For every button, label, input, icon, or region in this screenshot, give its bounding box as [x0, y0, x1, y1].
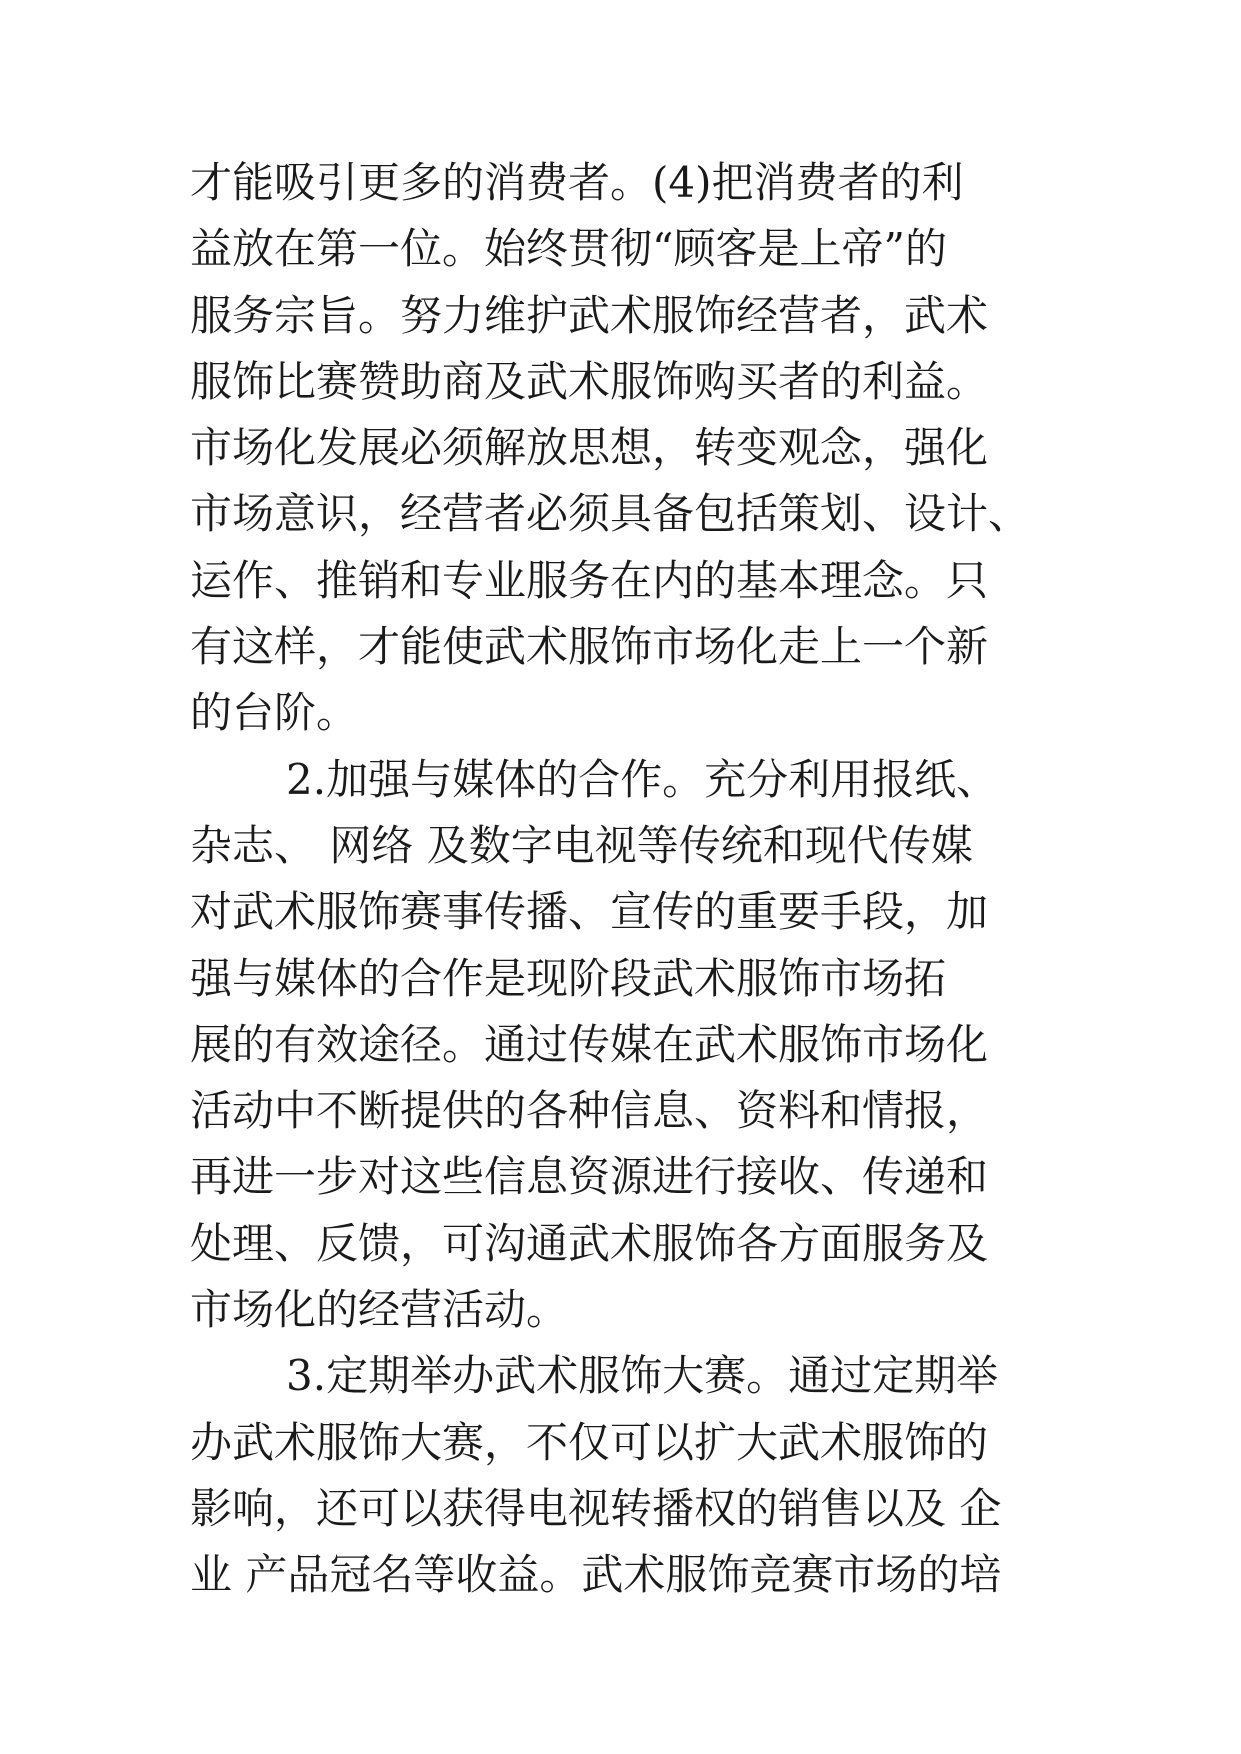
text-line: 3.定期举办武术服饰大赛。通过定期举	[286, 1351, 999, 1401]
text-line: 益放在第一位。始终贯彻“顾客是上帝”的	[190, 224, 947, 274]
text-line: 的台阶。	[190, 688, 359, 738]
text-line: 强与媒体的合作是现阶段武术服饰市场拓	[190, 953, 947, 1003]
text-line: 2.加强与媒体的合作。充分利用报纸、	[286, 754, 999, 804]
text-line: 业 产品冠名等收益。武术服饰竞赛市场的培	[190, 1550, 1002, 1600]
text-line: 活动中不断提供的各种信息、资料和情报，	[190, 1086, 989, 1136]
body-text	[190, 150, 1070, 1609]
text-line: 杂志、 网络 及数字电视等传统和现代传媒	[190, 820, 973, 870]
text-line: 市场意识，经营者必须具备包括策划、设计、	[190, 489, 1031, 539]
text-line: 才能吸引更多的消费者。(4)把消费者的利	[190, 158, 964, 207]
text-line: 市场化发展必须解放思想，转变观念，强化	[190, 423, 989, 473]
text-line: 再进一步对这些信息资源进行接收、传递和	[190, 1152, 989, 1202]
text-line: 办武术服饰大赛，不仅可以扩大武术服饰的	[190, 1417, 989, 1467]
text-line: 服务宗旨。努力维护武术服饰经营者，武术	[190, 290, 989, 340]
text-line: 市场化的经营活动。	[190, 1285, 569, 1335]
text-line: 影响，还可以获得电视转播权的销售以及 企	[190, 1483, 1002, 1533]
text-line: 处理、反馈，可沟通武术服饰各方面服务及	[190, 1218, 989, 1268]
text-line: 有这样，才能使武术服饰市场化走上一个新	[190, 622, 989, 672]
text-line: 展的有效途径。通过传媒在武术服饰市场化	[190, 1019, 989, 1069]
text-line: 服饰比赛赞助商及武术服饰购买者的利益。	[190, 356, 989, 406]
text-line: 对武术服饰赛事传播、宣传的重要手段，加	[190, 887, 989, 937]
text-line: 运作、推销和专业服务在内的基本理念。只	[190, 555, 989, 605]
